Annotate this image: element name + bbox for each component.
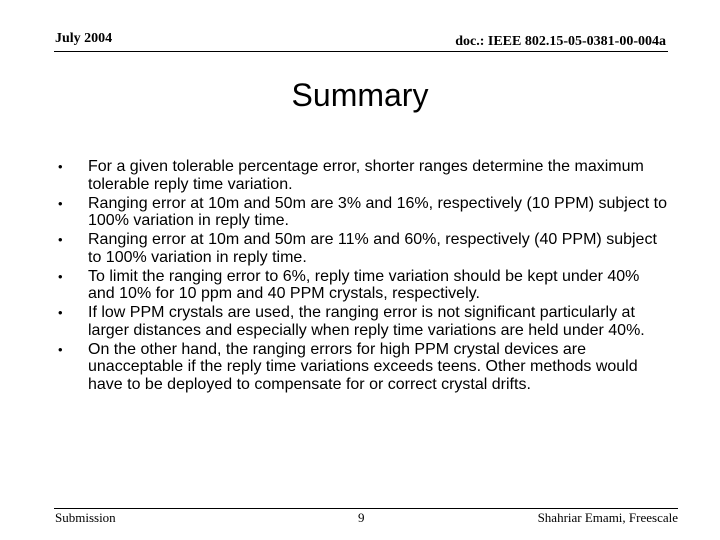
footer-submission: Submission [55,510,116,525]
bullet-item [58,158,670,193]
bullet-item [58,195,670,230]
bullet-list [58,158,670,395]
bullet-text: To limit the ranging error to 6%, reply time variation should be kept under 40% and 10% for 10 ppm and 40 PPM crystals, respectively. [88,267,640,303]
bullet-dot-icon: • [58,195,63,211]
bullet-item [58,268,670,303]
header-doc-id: doc.: IEEE 802.15-05-0381-00-004a [455,34,666,49]
bullet-text: Ranging error at 10m and 50m are 11% and 60%, respectively (40 PPM) subject to 100% variation in reply time. [88,231,657,266]
bullet-dot-icon: • [58,305,63,321]
footer-author: Shahriar Emami, Freescale [537,510,678,525]
bullet-item [58,231,670,266]
bullet-dot-icon: • [58,232,63,248]
footer-divider [54,508,678,509]
bullet-text: If low PPM crystals are used, the ranging error is not significant particularly at larger distances and especially when reply time variations are held under 40%. [88,304,645,339]
bullet-item [58,304,670,339]
bullet-dot-icon: • [58,159,63,174]
bullet-text: Ranging error at 10m and 50m are 3% and 16%, respectively (10 PPM) subject to 100% variation in reply time. [88,194,667,230]
header-date: July 2004 [55,31,113,46]
footer-page-number: 9 [358,510,365,525]
bullet-text: On the other hand, the ranging errors for high PPM crystal devices are unacceptable if the reply time variations exceeds teens. Other methods would have to be deployed to compensate for or correct crystal drifts. [88,340,638,394]
bullet-item [58,341,670,394]
bullet-dot-icon: • [58,268,63,284]
slide-title: Summary [291,77,429,113]
header-divider [54,51,668,52]
bullet-dot-icon: • [58,341,63,357]
bullet-text: For a given tolerable percentage error, shorter ranges determine the maximum tolerable reply time variation. [88,158,644,193]
